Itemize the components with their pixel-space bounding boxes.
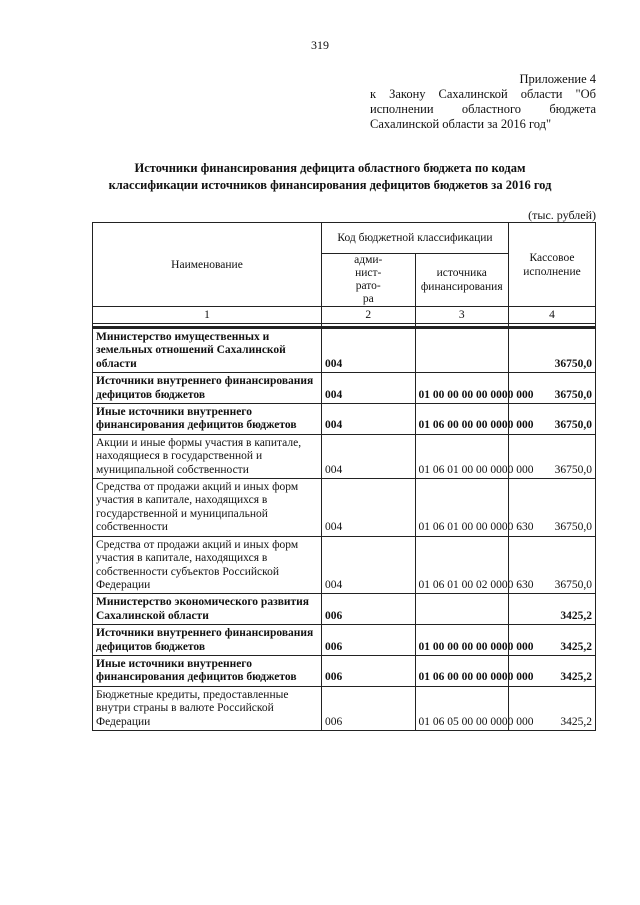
row-admin-code: 006 bbox=[322, 686, 416, 730]
header-execution: Кассовое исполнение bbox=[509, 223, 596, 307]
row-name: Средства от продажи акций и иных форм участия в капитале, находящихся в государственной и муниципальной собственности bbox=[93, 479, 322, 537]
row-source-code: 01 06 00 00 00 0000 000 bbox=[415, 655, 509, 686]
row-name: Министерство имущественных и земельных отношений Сахалинской области bbox=[93, 328, 322, 373]
row-source-code: 01 00 00 00 00 0000 000 bbox=[415, 625, 509, 656]
unit-label: (тыс. рублей) bbox=[528, 208, 596, 222]
table-row bbox=[93, 594, 596, 625]
financing-sources-table bbox=[92, 222, 596, 731]
row-execution: 3425,2 bbox=[509, 655, 596, 686]
row-name: Средства от продажи акций и иных форм участия в капитале, находящихся в собственности субъектов Российской Федерации bbox=[93, 536, 322, 594]
header-source: источника финансирования bbox=[415, 254, 509, 307]
row-source-code: 01 06 01 00 00 0000 000 bbox=[415, 434, 509, 478]
row-execution: 3425,2 bbox=[509, 686, 596, 730]
column-numbers-row bbox=[93, 307, 596, 324]
row-source-code bbox=[415, 594, 509, 625]
row-name: Иные источники внутреннего финансирования дефицитов бюджетов bbox=[93, 404, 322, 435]
appendix-line: Приложение 4 bbox=[519, 72, 596, 86]
row-source-code: 01 06 01 00 00 0000 630 bbox=[415, 479, 509, 537]
row-name: Бюджетные кредиты, предоставленные внутри страны в валюте Российской Федерации bbox=[93, 686, 322, 730]
column-number: 2 bbox=[322, 307, 416, 324]
appendix-line: к Закону Сахалинской области "Об bbox=[370, 87, 596, 101]
document-title bbox=[80, 160, 580, 194]
row-admin-code: 004 bbox=[322, 536, 416, 594]
table-row bbox=[93, 655, 596, 686]
table-row bbox=[93, 536, 596, 594]
row-admin-code: 006 bbox=[322, 625, 416, 656]
page-number: 319 bbox=[311, 38, 329, 52]
column-number: 3 bbox=[415, 307, 509, 324]
row-source-code: 01 00 00 00 00 0000 000 bbox=[415, 373, 509, 404]
row-name: Источники внутреннего финансирования дефицитов бюджетов bbox=[93, 625, 322, 656]
row-name: Акции и иные формы участия в капитале, находящиеся в государственной и муниципальной собственности bbox=[93, 434, 322, 478]
table-row bbox=[93, 434, 596, 478]
row-admin-code: 004 bbox=[322, 404, 416, 435]
appendix-line: Сахалинской области за 2016 год" bbox=[370, 117, 552, 131]
row-source-code: 01 06 05 00 00 0000 000 bbox=[415, 686, 509, 730]
row-source-code: 01 06 00 00 00 0000 000 bbox=[415, 404, 509, 435]
table-body bbox=[93, 328, 596, 731]
row-execution: 3425,2 bbox=[509, 625, 596, 656]
row-name: Иные источники внутреннего финансирования дефицитов бюджетов bbox=[93, 655, 322, 686]
table-row bbox=[93, 373, 596, 404]
row-name: Министерство экономического развития Сахалинской области bbox=[93, 594, 322, 625]
row-execution: 3425,2 bbox=[509, 594, 596, 625]
row-execution: 36750,0 bbox=[509, 434, 596, 478]
row-source-code bbox=[415, 328, 509, 373]
row-execution: 36750,0 bbox=[509, 479, 596, 537]
table-row bbox=[93, 404, 596, 435]
row-execution: 36750,0 bbox=[509, 536, 596, 594]
appendix-line: исполнении областного бюджета bbox=[370, 102, 596, 116]
row-execution: 36750,0 bbox=[509, 373, 596, 404]
row-admin-code: 004 bbox=[322, 434, 416, 478]
table-row bbox=[93, 328, 596, 373]
table-row bbox=[93, 686, 596, 730]
row-source-code: 01 06 01 00 02 0000 630 bbox=[415, 536, 509, 594]
row-admin-code: 006 bbox=[322, 594, 416, 625]
row-admin-code: 004 bbox=[322, 328, 416, 373]
column-number: 4 bbox=[509, 307, 596, 324]
header-code-group: Код бюджетной классификации bbox=[322, 223, 509, 254]
column-number: 1 bbox=[93, 307, 322, 324]
title-line: Источники финансирования дефицита областного бюджета по кодам bbox=[134, 161, 526, 175]
row-execution: 36750,0 bbox=[509, 404, 596, 435]
table-row bbox=[93, 479, 596, 537]
table-row bbox=[93, 625, 596, 656]
header-admin: адми- нист- рато- ра bbox=[322, 254, 416, 307]
title-line: классификации источников финансирования дефицитов бюджетов за 2016 год bbox=[108, 178, 552, 192]
appendix-note bbox=[370, 72, 596, 132]
row-admin-code: 004 bbox=[322, 479, 416, 537]
header-name: Наименование bbox=[93, 223, 322, 307]
row-execution: 36750,0 bbox=[509, 328, 596, 373]
row-name: Источники внутреннего финансирования дефицитов бюджетов bbox=[93, 373, 322, 404]
row-admin-code: 006 bbox=[322, 655, 416, 686]
row-admin-code: 004 bbox=[322, 373, 416, 404]
